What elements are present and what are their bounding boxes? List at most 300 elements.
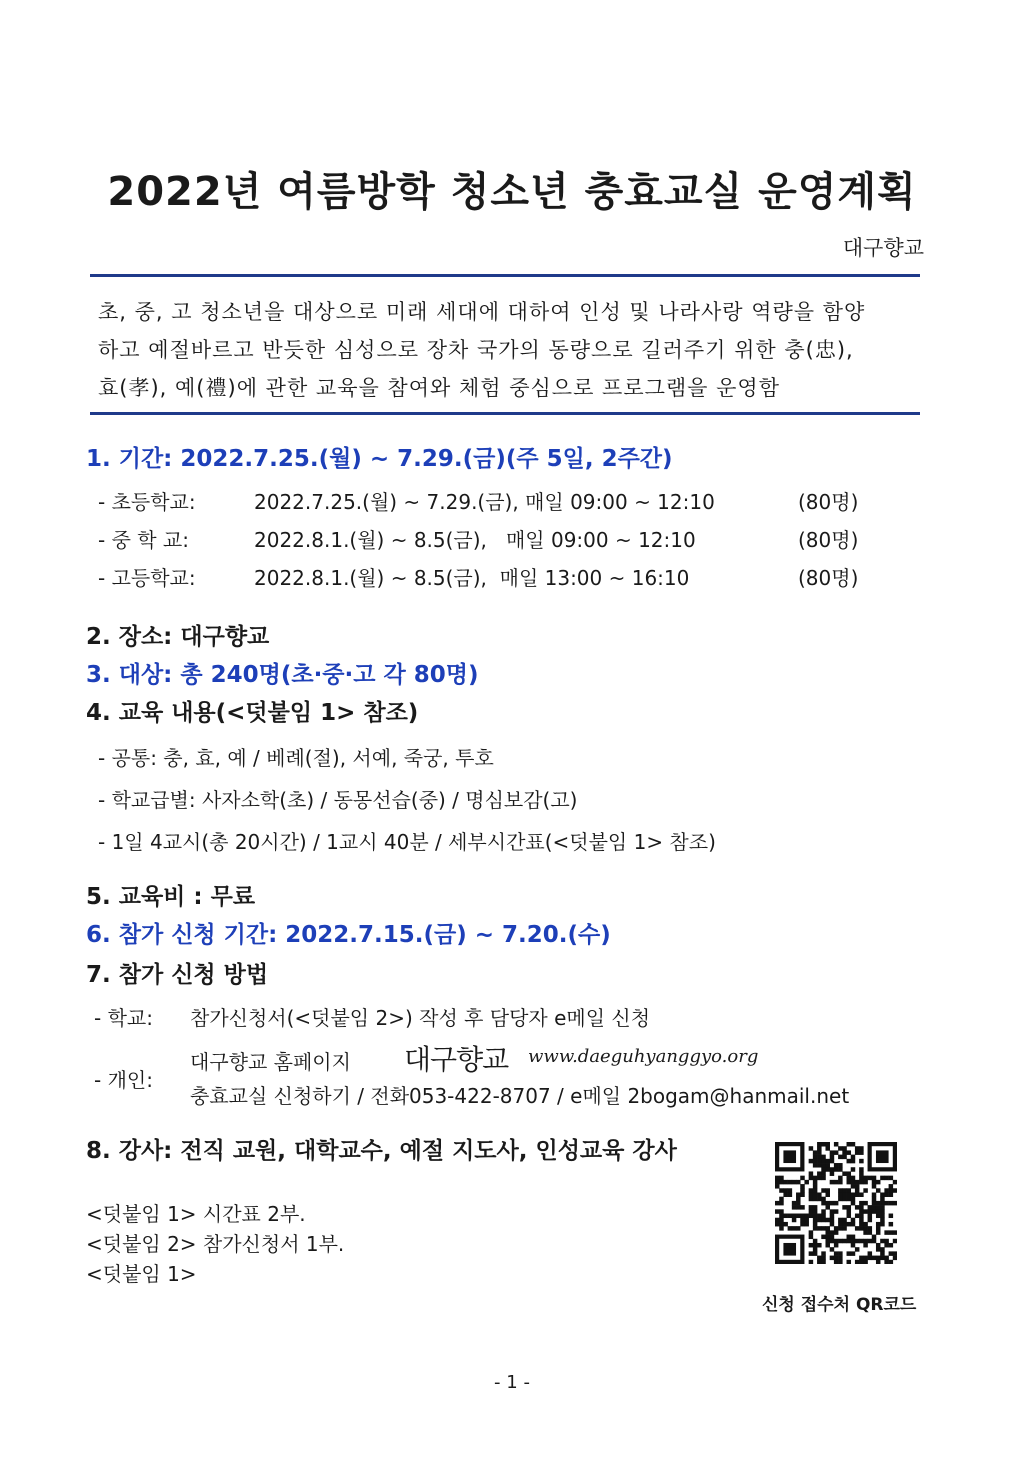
qr-module bbox=[834, 1163, 839, 1168]
qr-module bbox=[817, 1256, 822, 1261]
qr-module bbox=[817, 1197, 822, 1202]
qr-module bbox=[889, 1201, 894, 1206]
qr-module bbox=[821, 1197, 826, 1202]
qr-module bbox=[842, 1222, 847, 1227]
qr-module bbox=[821, 1176, 826, 1181]
qr-module bbox=[876, 1260, 881, 1264]
qr-module bbox=[855, 1188, 860, 1193]
qr-module bbox=[821, 1256, 826, 1261]
qr-module bbox=[851, 1155, 856, 1160]
qr-module bbox=[838, 1188, 843, 1193]
qr-module bbox=[834, 1167, 839, 1172]
qr-module bbox=[825, 1218, 830, 1223]
qr-module bbox=[859, 1146, 864, 1151]
qr-module bbox=[825, 1159, 830, 1164]
qr-module bbox=[800, 1184, 805, 1189]
qr-module bbox=[813, 1243, 818, 1248]
qr-module bbox=[889, 1230, 894, 1235]
qr-module bbox=[847, 1214, 852, 1219]
period-row-label: - 고등학교: bbox=[98, 566, 196, 590]
qr-module bbox=[788, 1188, 793, 1193]
qr-module bbox=[880, 1218, 885, 1223]
qr-module bbox=[847, 1209, 852, 1214]
qr-module bbox=[889, 1184, 894, 1189]
section-instructors-heading: 8. 강사: 전직 교원, 대학교수, 예절 지도사, 인성교육 강사 bbox=[86, 1138, 677, 1164]
qr-module bbox=[775, 1218, 780, 1223]
qr-module bbox=[813, 1192, 818, 1197]
qr-module bbox=[779, 1218, 784, 1223]
qr-module bbox=[800, 1192, 805, 1197]
period-row-dates: 2022.7.25.(월) ~ 7.29.(금), 매일 09:00 ~ 12:10 bbox=[254, 490, 715, 514]
qr-module bbox=[809, 1197, 814, 1202]
section-apply-method-heading: 7. 참가 신청 방법 bbox=[86, 962, 269, 988]
qr-module bbox=[855, 1150, 860, 1155]
qr-module bbox=[863, 1222, 868, 1227]
qr-module bbox=[851, 1184, 856, 1189]
qr-module bbox=[859, 1209, 864, 1214]
qr-module bbox=[813, 1188, 818, 1193]
qr-module bbox=[825, 1239, 830, 1244]
page-title: 2022년 여름방학 청소년 충효교실 운영계획 bbox=[107, 169, 917, 215]
qr-module bbox=[821, 1226, 826, 1231]
qr-module bbox=[830, 1209, 835, 1214]
qr-module bbox=[889, 1222, 894, 1227]
qr-module bbox=[876, 1226, 881, 1231]
qr-module bbox=[863, 1239, 868, 1244]
qr-module bbox=[855, 1184, 860, 1189]
qr-module bbox=[876, 1205, 881, 1210]
qr-code-image bbox=[775, 1142, 897, 1264]
qr-module bbox=[884, 1239, 889, 1244]
qr-module bbox=[792, 1201, 797, 1206]
qr-module bbox=[868, 1226, 873, 1231]
qr-module bbox=[859, 1226, 864, 1231]
qr-module bbox=[813, 1197, 818, 1202]
qr-finder bbox=[783, 1243, 796, 1256]
apply-personal-contact: 충효교실 신청하기 / 전화053-422-8707 / e메일 2bogam@hanmail.net bbox=[190, 1084, 850, 1108]
qr-module bbox=[880, 1256, 885, 1261]
qr-module bbox=[842, 1155, 847, 1160]
qr-module bbox=[859, 1205, 864, 1210]
qr-module bbox=[834, 1201, 839, 1206]
qr-module bbox=[893, 1188, 897, 1193]
qr-module bbox=[800, 1222, 805, 1227]
qr-module bbox=[884, 1243, 889, 1248]
qr-module bbox=[884, 1260, 889, 1264]
qr-module bbox=[859, 1167, 864, 1172]
qr-module bbox=[842, 1171, 847, 1176]
qr-module bbox=[851, 1176, 856, 1181]
qr-module bbox=[813, 1155, 818, 1160]
qr-module bbox=[783, 1188, 788, 1193]
qr-module bbox=[851, 1192, 856, 1197]
intro-line-2: 하고 예절바르고 반듯한 심성으로 장차 국가의 동량으로 길러주기 위한 충(忠), bbox=[98, 338, 854, 362]
qr-module bbox=[809, 1188, 814, 1193]
qr-module bbox=[817, 1226, 822, 1231]
qr-module bbox=[775, 1209, 780, 1214]
qr-module bbox=[817, 1155, 822, 1160]
intro-line-1: 초, 중, 고 청소년을 대상으로 미래 세대에 대하여 인성 및 나라사랑 역량을 함양 bbox=[98, 300, 866, 324]
qr-module bbox=[872, 1184, 877, 1189]
qr-module bbox=[884, 1230, 889, 1235]
qr-module bbox=[783, 1192, 788, 1197]
qr-module bbox=[788, 1226, 793, 1231]
qr-module bbox=[830, 1159, 835, 1164]
qr-module bbox=[847, 1142, 852, 1147]
qr-module bbox=[893, 1230, 897, 1235]
qr-module bbox=[834, 1209, 839, 1214]
qr-module bbox=[809, 1209, 814, 1214]
qr-module bbox=[788, 1214, 793, 1219]
qr-module bbox=[889, 1260, 894, 1264]
qr-module bbox=[821, 1167, 826, 1172]
qr-module bbox=[863, 1243, 868, 1248]
qr-module bbox=[817, 1243, 822, 1248]
qr-module bbox=[825, 1226, 830, 1231]
qr-module bbox=[855, 1214, 860, 1219]
qr-module bbox=[796, 1214, 801, 1219]
qr-module bbox=[868, 1256, 873, 1261]
qr-module bbox=[842, 1226, 847, 1231]
qr-module bbox=[809, 1214, 814, 1219]
qr-module bbox=[876, 1201, 881, 1206]
qr-module bbox=[847, 1180, 852, 1185]
qr-module bbox=[804, 1218, 809, 1223]
qr-module bbox=[809, 1235, 814, 1240]
qr-module bbox=[842, 1188, 847, 1193]
qr-module bbox=[872, 1197, 877, 1202]
qr-module bbox=[847, 1239, 852, 1244]
qr-module bbox=[813, 1226, 818, 1231]
qr-module bbox=[851, 1159, 856, 1164]
qr-module bbox=[821, 1142, 826, 1147]
qr-module bbox=[825, 1167, 830, 1172]
qr-module bbox=[842, 1218, 847, 1223]
qr-module bbox=[838, 1155, 843, 1160]
qr-module bbox=[855, 1226, 860, 1231]
qr-module bbox=[859, 1260, 864, 1264]
qr-module bbox=[868, 1251, 873, 1256]
top-rule bbox=[90, 274, 920, 277]
qr-module bbox=[821, 1163, 826, 1168]
qr-module bbox=[880, 1251, 885, 1256]
qr-module bbox=[817, 1214, 822, 1219]
qr-module bbox=[838, 1218, 843, 1223]
qr-module bbox=[838, 1146, 843, 1151]
qr-module bbox=[821, 1201, 826, 1206]
qr-module bbox=[851, 1218, 856, 1223]
qr-module bbox=[847, 1197, 852, 1202]
qr-module bbox=[788, 1180, 793, 1185]
qr-module bbox=[809, 1251, 814, 1256]
qr-module bbox=[855, 1180, 860, 1185]
qr-module bbox=[779, 1201, 784, 1206]
section-target-heading: 3. 대상: 총 240명(초·중·고 각 80명) bbox=[86, 662, 479, 688]
qr-module bbox=[889, 1214, 894, 1219]
qr-module bbox=[893, 1256, 897, 1261]
period-row-count: (80명) bbox=[798, 528, 859, 552]
qr-module bbox=[893, 1180, 897, 1185]
period-row-label: - 중 학 교: bbox=[98, 528, 189, 552]
qr-module bbox=[863, 1201, 868, 1206]
qr-module bbox=[775, 1176, 780, 1181]
qr-module bbox=[851, 1167, 856, 1172]
qr-module bbox=[817, 1150, 822, 1155]
qr-module bbox=[863, 1256, 868, 1261]
period-row-dates: 2022.8.1.(월) ~ 8.5(금), 매일 13:00 ~ 16:10 bbox=[254, 566, 690, 590]
qr-module bbox=[847, 1159, 852, 1164]
qr-module bbox=[838, 1192, 843, 1197]
qr-module bbox=[884, 1192, 889, 1197]
qr-module bbox=[821, 1260, 826, 1264]
qr-module bbox=[884, 1188, 889, 1193]
qr-module bbox=[880, 1201, 885, 1206]
qr-module bbox=[880, 1197, 885, 1202]
content-item: - 학교급별: 사자소학(초) / 동몽선습(중) / 명심보감(고) bbox=[98, 788, 578, 812]
qr-module bbox=[792, 1226, 797, 1231]
qr-module bbox=[804, 1214, 809, 1219]
qr-module bbox=[813, 1180, 818, 1185]
qr-module bbox=[893, 1239, 897, 1244]
qr-module bbox=[872, 1192, 877, 1197]
qr-finder bbox=[783, 1150, 796, 1163]
qr-module bbox=[813, 1251, 818, 1256]
qr-module bbox=[876, 1247, 881, 1252]
qr-module bbox=[821, 1171, 826, 1176]
qr-module bbox=[859, 1201, 864, 1206]
qr-module bbox=[821, 1209, 826, 1214]
qr-module bbox=[868, 1209, 873, 1214]
qr-module bbox=[825, 1243, 830, 1248]
qr-module bbox=[889, 1188, 894, 1193]
qr-module bbox=[830, 1247, 835, 1252]
apply-school-label: - 학교: bbox=[94, 1006, 153, 1030]
qr-module bbox=[859, 1218, 864, 1223]
qr-module bbox=[817, 1159, 822, 1164]
qr-module bbox=[796, 1201, 801, 1206]
qr-module bbox=[830, 1256, 835, 1261]
qr-module bbox=[834, 1256, 839, 1261]
qr-module bbox=[800, 1188, 805, 1193]
qr-module bbox=[830, 1201, 835, 1206]
qr-module bbox=[876, 1230, 881, 1235]
qr-module bbox=[847, 1150, 852, 1155]
qr-module bbox=[813, 1218, 818, 1223]
qr-module bbox=[884, 1176, 889, 1181]
qr-module bbox=[779, 1180, 784, 1185]
period-row-dates: 2022.8.1.(월) ~ 8.5(금), 매일 09:00 ~ 12:10 bbox=[254, 528, 696, 552]
qr-module bbox=[868, 1176, 873, 1181]
qr-module bbox=[796, 1197, 801, 1202]
qr-module bbox=[813, 1214, 818, 1219]
qr-module bbox=[804, 1222, 809, 1227]
qr-module bbox=[859, 1159, 864, 1164]
qr-module bbox=[842, 1197, 847, 1202]
qr-module bbox=[868, 1205, 873, 1210]
qr-module bbox=[825, 1188, 830, 1193]
qr-module bbox=[779, 1176, 784, 1181]
qr-module bbox=[809, 1205, 814, 1210]
qr-module bbox=[783, 1214, 788, 1219]
qr-module bbox=[834, 1243, 839, 1248]
qr-module bbox=[872, 1209, 877, 1214]
qr-module bbox=[880, 1239, 885, 1244]
qr-module bbox=[876, 1222, 881, 1227]
qr-module bbox=[809, 1243, 814, 1248]
qr-module bbox=[779, 1209, 784, 1214]
qr-module bbox=[855, 1260, 860, 1264]
qr-module bbox=[889, 1176, 894, 1181]
qr-module bbox=[809, 1176, 814, 1181]
qr-module bbox=[868, 1218, 873, 1223]
qr-module bbox=[880, 1222, 885, 1227]
qr-module bbox=[893, 1251, 897, 1256]
homepage-logo-text: 대구향교 bbox=[404, 1043, 509, 1076]
period-row-label: - 초등학교: bbox=[98, 490, 196, 514]
qr-module bbox=[838, 1222, 843, 1227]
qr-module bbox=[813, 1239, 818, 1244]
qr-module bbox=[847, 1188, 852, 1193]
qr-module bbox=[880, 1192, 885, 1197]
qr-module bbox=[876, 1209, 881, 1214]
qr-module bbox=[859, 1171, 864, 1176]
qr-module bbox=[851, 1251, 856, 1256]
qr-module bbox=[847, 1205, 852, 1210]
qr-module bbox=[855, 1239, 860, 1244]
qr-module bbox=[880, 1214, 885, 1219]
qr-module bbox=[788, 1192, 793, 1197]
qr-module bbox=[825, 1205, 830, 1210]
qr-module bbox=[775, 1184, 780, 1189]
attachment-item: <덧붙임 1> 시간표 2부. bbox=[86, 1202, 306, 1226]
qr-module bbox=[859, 1256, 864, 1261]
qr-module bbox=[851, 1222, 856, 1227]
qr-module bbox=[830, 1235, 835, 1240]
qr-module bbox=[868, 1230, 873, 1235]
qr-module bbox=[863, 1209, 868, 1214]
qr-module bbox=[859, 1192, 864, 1197]
qr-caption: 신청 접수처 QR코드 bbox=[762, 1295, 917, 1315]
qr-module bbox=[779, 1226, 784, 1231]
qr-module bbox=[821, 1235, 826, 1240]
qr-module bbox=[863, 1230, 868, 1235]
qr-module bbox=[868, 1239, 873, 1244]
apply-personal-prefix: 대구향교 홈페이지 bbox=[190, 1050, 351, 1074]
qr-module bbox=[809, 1260, 814, 1264]
qr-module bbox=[872, 1235, 877, 1240]
homepage-url[interactable]: www.daeguhyanggyo.org bbox=[528, 1046, 759, 1067]
qr-module bbox=[851, 1142, 856, 1147]
qr-module bbox=[821, 1251, 826, 1256]
qr-module bbox=[872, 1201, 877, 1206]
qr-module bbox=[813, 1176, 818, 1181]
qr-module bbox=[847, 1251, 852, 1256]
qr-module bbox=[851, 1197, 856, 1202]
qr-module bbox=[796, 1192, 801, 1197]
qr-module bbox=[880, 1205, 885, 1210]
qr-module bbox=[792, 1180, 797, 1185]
qr-module bbox=[834, 1150, 839, 1155]
qr-module bbox=[813, 1150, 818, 1155]
qr-module bbox=[859, 1180, 864, 1185]
qr-module bbox=[847, 1260, 852, 1264]
qr-module bbox=[851, 1180, 856, 1185]
qr-module bbox=[838, 1256, 843, 1261]
qr-module bbox=[825, 1230, 830, 1235]
qr-module bbox=[834, 1180, 839, 1185]
qr-module bbox=[889, 1251, 894, 1256]
period-row-count: (80명) bbox=[798, 490, 859, 514]
qr-module bbox=[792, 1214, 797, 1219]
qr-module bbox=[842, 1150, 847, 1155]
qr-module bbox=[884, 1201, 889, 1206]
qr-module bbox=[859, 1176, 864, 1181]
qr-module bbox=[855, 1205, 860, 1210]
qr-module bbox=[792, 1205, 797, 1210]
qr-module bbox=[859, 1150, 864, 1155]
qr-module bbox=[813, 1205, 818, 1210]
qr-module bbox=[834, 1251, 839, 1256]
qr-module bbox=[855, 1247, 860, 1252]
qr-module bbox=[863, 1226, 868, 1231]
qr-module bbox=[825, 1146, 830, 1151]
qr-module bbox=[847, 1176, 852, 1181]
qr-module bbox=[796, 1226, 801, 1231]
qr-module bbox=[830, 1167, 835, 1172]
qr-module bbox=[830, 1218, 835, 1223]
qr-module bbox=[834, 1226, 839, 1231]
qr-module bbox=[863, 1188, 868, 1193]
qr-module bbox=[859, 1214, 864, 1219]
qr-module bbox=[779, 1222, 784, 1227]
qr-module bbox=[855, 1192, 860, 1197]
qr-module bbox=[847, 1235, 852, 1240]
qr-module bbox=[804, 1180, 809, 1185]
apply-school-text: 참가신청서(<덧붙임 2>) 작성 후 담당자 e메일 신청 bbox=[190, 1006, 651, 1030]
qr-module bbox=[796, 1180, 801, 1185]
qr-module bbox=[783, 1222, 788, 1227]
qr-module bbox=[792, 1218, 797, 1223]
qr-module bbox=[889, 1243, 894, 1248]
qr-module bbox=[838, 1197, 843, 1202]
qr-module bbox=[847, 1171, 852, 1176]
qr-module bbox=[842, 1146, 847, 1151]
qr-module bbox=[872, 1205, 877, 1210]
qr-module bbox=[817, 1176, 822, 1181]
qr-module bbox=[821, 1159, 826, 1164]
qr-module bbox=[817, 1260, 822, 1264]
organization-name: 대구향교 bbox=[842, 236, 924, 260]
apply-personal-label: - 개인: bbox=[94, 1068, 153, 1092]
period-row-count: (80명) bbox=[798, 566, 859, 590]
attachment-item: <덧붙임 2> 참가신청서 1부. bbox=[86, 1232, 345, 1256]
qr-module bbox=[847, 1192, 852, 1197]
qr-module bbox=[830, 1222, 835, 1227]
qr-module bbox=[821, 1218, 826, 1223]
qr-module bbox=[800, 1176, 805, 1181]
qr-module bbox=[809, 1159, 814, 1164]
section-content-heading: 4. 교육 내용(<덧붙임 1> 참조) bbox=[86, 700, 419, 726]
qr-module bbox=[838, 1251, 843, 1256]
qr-module bbox=[813, 1247, 818, 1252]
qr-module bbox=[872, 1180, 877, 1185]
qr-module bbox=[868, 1214, 873, 1219]
qr-module bbox=[876, 1188, 881, 1193]
qr-module bbox=[825, 1192, 830, 1197]
qr-module bbox=[842, 1239, 847, 1244]
qr-module bbox=[893, 1201, 897, 1206]
qr-finder bbox=[876, 1150, 889, 1163]
